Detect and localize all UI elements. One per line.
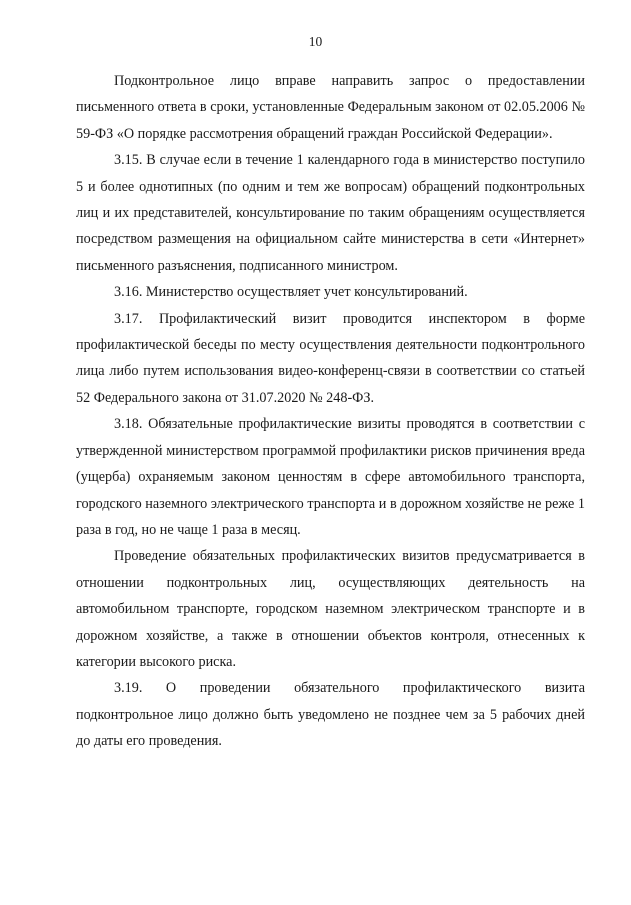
paragraph-3-19: 3.19. О проведении обязательного профилактического визита подконтрольное лицо должно быть уведомлено не позднее чем за 5 рабочих дней до даты его проведения. (76, 680, 585, 750)
paragraph-3-16: 3.16. Министерство осуществляет учет консультирований. (114, 284, 468, 301)
paragraph-written-response-request: Подконтрольное лицо вправе направить запрос о предоставлении письменного ответа в сроки, установленные Федеральным законом от 02.05.2006 № 59-ФЗ «О порядке рассмотрения обращений граждан Российской Федерации». (76, 73, 585, 142)
paragraph-3-15: 3.15. В случае если в течение 1 календарного года в министерство поступило 5 и более однотипных (по одним и тем же вопросам) обращений подконтрольных лиц и их представителей, консультирование по таким обращениям осуществляется посредством размещения на официальном сайте министерства в сети «Интернет» письменного разъяснения, подписанного министром. (76, 152, 585, 274)
document-body (76, 68, 585, 755)
paragraph-mandatory-visits-scope: Проведение обязательных профилактических визитов предусматривается в отношении подконтрольных лиц, осуществляющих деятельность на автомобильном транспорте, городском наземном электрическом транспорте и в дорожном хозяйстве, а также в отношении объектов контроля, отнесенных к категории высокого риска. (76, 548, 585, 670)
paragraph-3-18: 3.18. Обязательные профилактические визиты проводятся в соответствии с утвержденной министерством программой профилактики рисков причинения вреда (ущерба) охраняемым законом ценностям в сфере автомобильного транспорта, городского наземного электрического транспорта и в дорожном хозяйстве не реже 1 раза в год, но не чаще 1 раза в месяц. (76, 416, 585, 538)
page-number: 10 (308, 34, 323, 49)
paragraph-3-17: 3.17. Профилактический визит проводится инспектором в форме профилактической беседы по месту осуществления деятельности подконтрольного лица либо путем использования видео-конференц-связи в соответствии со статьей 52 Федерального закона от 31.07.2020 № 248-ФЗ. (76, 310, 585, 406)
